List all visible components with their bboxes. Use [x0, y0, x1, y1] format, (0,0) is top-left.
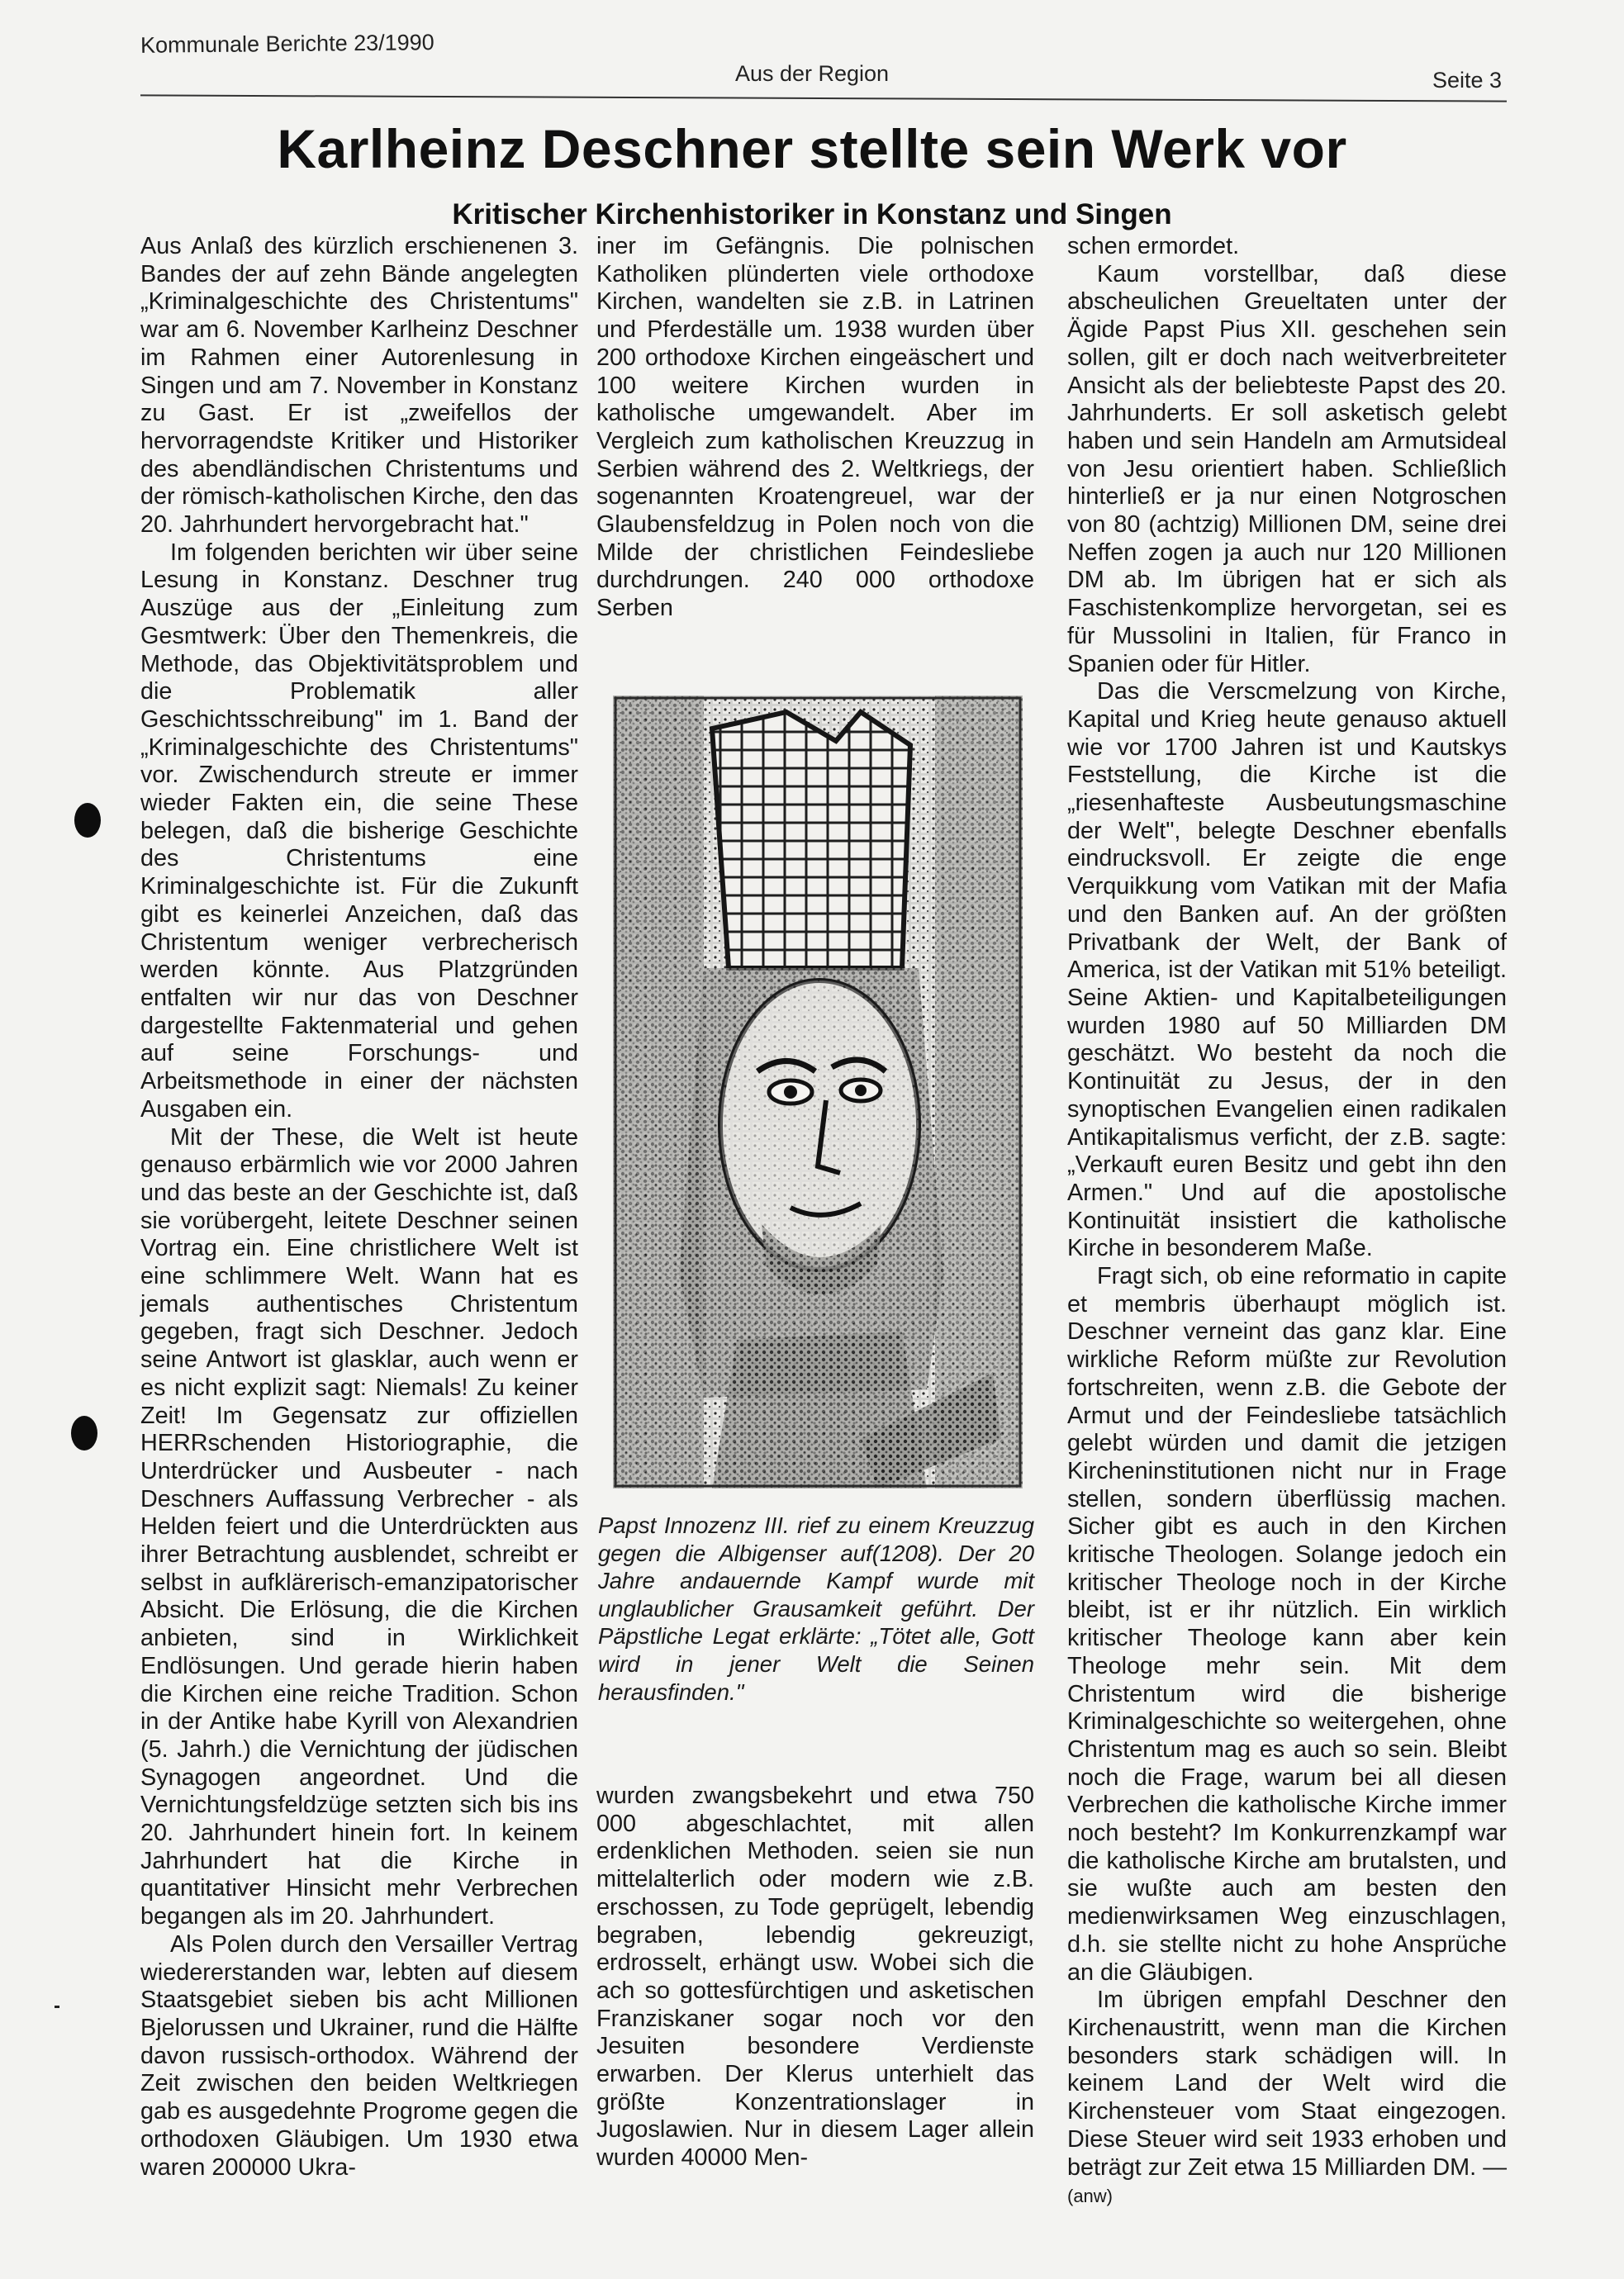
paragraph: Im folgenden berichten wir über seine Lesung in Konstanz. Deschner trug Auszüge aus der „Einleitung zum Gesmtwerk: Über den Themenkreis, die Methode, das Objektivitätsproblem und die Problematik aller Geschichtsschreibung" im 1. Band der „Kriminalgeschichte des Christentums" vor. Zwischendurch streute er immer wieder Fakten ein, die seine These belegen, daß die bisherige Geschichte des Christentums eine Kriminalgeschichte ist. Für die Zukunft gibt es keinerlei Anzeichen, daß das Christentum weniger verbrecherisch werden könnte. Aus Platzgründen entfalten wir nur das von Deschner dargestellte Faktenmaterial und gehen auf seine Forschungs- und Arbeitsmethode in einer der nächsten Ausgaben ein. — [140, 539, 578, 1123]
header-rule — [140, 94, 1507, 102]
article-headline: Karlheinz Deschner stellte sein Werk vor — [277, 118, 1347, 179]
paragraph: schen ermordet. — [1067, 233, 1240, 259]
paragraph: Mit der These, die Welt ist heute genauso erbärmlich wie vor 2000 Jahren und das beste an der Geschichte ist, daß sie vorübergeht, leitete Deschner seinen Vortrag ein. Eine christlichere Welt ist eine schlimmere Welt. Wann hat es jemals authentisches Christentum gegeben, fragt sich Deschner. Jedoch seine Antwort ist glasklar, auch wenn er es nicht explizit sagt: Niemals! Zu keiner Zeit! Im Gegensatz zur offiziellen HERRschenden Historiographie, die Unterdrücker und Ausbeuter - nach Deschners Auffassung Verbrecher - als Helden feiert und die Unterdrückten aus ihrer Betrachtung ausblendet, schreibt er selbst in aufklärerisch-emanzipatorischer Absicht. Die Erlösung, die die Kirchen anbieten, sind in Wirklichkeit Endlösungen. Und gerade hierin haben die Kirchen eine reiche Tradition. Schon in der Antike habe Kyrill von Alexandrien (5. Jahrh.) die Vernichtung der jüdischen Synagogen angeordnet. Und die Vernichtungsfeldzüge setzten sich bis ins 20. Jahrhundert hinein fort. In keinem Jahrhundert hat die Kirche in quantitativer Hinsicht mehr Verbrechen begangen als im 20. Jahrhundert. — [140, 1123, 578, 1930]
author-initials: (anw) — [1067, 2186, 1114, 2207]
article-column-1 — [140, 233, 578, 2182]
paragraph: Kaum vorstellbar, daß diese abscheulichen Greueltaten unter der Ägide Papst Pius XII. geschehen sein sollen, gilt er doch nach weitverbreiteter Ansicht als der beliebteste Papst des 20. Jahrhunderts. Er soll asketisch gelebt haben und sein Handeln am Armutsideal von Jesu orientiert haben. Schließlich hinterließ er ja nur einen Notgroschen von 80 (achtzig) Millionen DM, seine drei Neffen zogen ja auch nur 120 Millionen DM ab. Im übrigen hat er sich als Faschistenkomplize hervorgetan, sei es für Mussolini in Italien, für Franco in Spanien oder für Hitler. — [1067, 260, 1507, 677]
punch-hole — [71, 1416, 97, 1450]
margin-mark — [55, 2006, 59, 2008]
page-number: Seite 3 — [1432, 68, 1502, 93]
section-title: Aus der Region — [734, 61, 890, 86]
article-column-2-top — [596, 233, 1034, 623]
photo-caption: Papst Innozenz III. rief zu einem Kreuzzug gegen die Albigenser auf(1208). Der 20 Jahre andauernde Kampf wurde mit unglaublicher Grausamkeit geführt. Der Päpstliche Legat erklärte: „Tötet alle, Gott wird in jener Welt die Seinen herausfinden." — [598, 1512, 1034, 1705]
article-subheadline: Kritischer Kirchenhistoriker in Konstanz und Singen — [452, 198, 1172, 230]
punch-hole — [74, 803, 101, 838]
paragraph: wurden zwangsbekehrt und etwa 750 000 abgeschlachtet, mit allen erdenklichen Methoden. seien sie nun mittelalterlich oder modern wie z.B. erschossen, zu Tode geprügelt, lebendig begraben, lebendig gekreuzigt, erdrosselt, erhängt usw. Wobei sich die ach so gottesfürchtigen und asketischen Franziskaner sogar noch vor den Jesuiten besondere Verdienste erwarben. Der Klerus unterhielt das größte Konzentrationslager in Jugoslawien. Nur in diesem Lager allein wurden 40000 Men- — [596, 1783, 1034, 2172]
pope-mosaic-photo — [613, 696, 1023, 1488]
paragraph: Das die Verscmelzung von Kirche, Kapital und Krieg heute genauso aktuell wie vor 1700 Jahren ist und Kautskys Feststellung, die Kirche ist die „riesenhafteste Ausbeutungsmaschine der Welt", belegte Deschner ebenfalls eindrucksvoll. Er zeigte die enge Verquikkung vom Vatikan mit der Mafia und den Banken auf. An der größten Privatbank der Welt, der Bank of America, ist der Vatikan mit 51% beteiligt. Seine Aktien- und Kapitalbeteiligungen wurden 1980 auf 50 Milliarden DM geschätzt. Wo besteht da noch die Kontinuität zu Jesus, der in den synoptischen Evangelien einen radikalen Antikapitalismus verficht, der z.B. sagte: „Verkauft euren Besitz und gebt ihn den Armen." Und auf die apostolische Kontinuität insistiert die katholische Kirche in besonderem Maße. — [1067, 678, 1507, 1262]
paragraph: Fragt sich, ob eine reformatio in capite et membris überhaupt möglich ist. Deschner verneint das ganz klar. Eine wirkliche Reform müßte zur Revolution fortschreiten, wenn z.B. die Gebote der Armut und der Feindesliebe tatsächlich gelebt würden und damit die jetzigen Kircheninstitutionen nicht nur in Frage stellen, sondern überflüssig machen. Sicher gibt es auch in den Kirchen kritische Theologen. Solange jedoch ein kritischer Theologe noch in der Kirche bleibt, ist er ihr nützlich. Ein wirklich kritischer Theologe kann aber kein Theologe mehr sein. Mit dem Christentum wird die bisherige Kriminalgeschichte so weitergehen, ohne Christentum mag es auch so sein. Bleibt noch die Frage, warum bei all diesen Verbrechen die katholische Kirche immer noch besteht? Im Konkurrenzkampf war die katholische Kirche am brutalsten, und sie wußte auch am besten den medienwirksamen Weg einzuschlagen, d.h. sie stellte nicht zu hohe Ansprüche an die Gläubigen. — [1067, 1263, 1507, 1986]
paragraph-text: Im übrigen empfahl Deschner den Kirchenaustritt, wenn man die Kirchen besonders stark schädigen will. In keinem Land der Welt wird die Kirchensteuer vom Staat eingezogen. Diese Steuer wird seit 1933 erhoben und beträgt zur Zeit etwa 15 Milliarden DM. — — [1067, 1987, 1507, 2181]
publication-name: Kommunale Berichte 23/1990 — [140, 30, 434, 58]
article-column-2-bottom — [596, 1783, 1034, 2172]
last-paragraph — [1067, 1987, 1507, 2210]
article-column-3 — [1067, 233, 1507, 2210]
paragraph: iner im Gefängnis. Die polnischen Katholiken plünderten viele orthodoxe Kirchen, wandelten sie z.B. in Latrinen und Pferdeställe um. 1938 wurden über 200 orthodoxe Kirchen eingeäschert und 100 weitere Kirchen wurden in katholische umgewandelt. Aber im Vergleich zum katholischen Kreuzzug in Serbien während des 2. Weltkriegs, der sogenannten Kroatengreuel, war der Glaubensfeldzug in Polen noch von die Milde der christlichen Feindesliebe durchdrungen. 240 000 orthodoxe Serben — [596, 233, 1034, 622]
paragraph: Aus Anlaß des kürzlich erschienenen 3. Bandes der auf zehn Bände angelegten „Kriminalgeschichte des Christentums" war am 6. November Karlheinz Deschner im Rahmen einer Autorenlesung in Singen und am 7. November in Konstanz zu Gast. Er ist „zweifellos der hervorragendste Kritiker und Historiker des abendländischen Christentums und der römisch-katholischen Kirche, den das 20. Jahrhundert hervorgebracht hat." — [140, 233, 578, 539]
paragraph: Als Polen durch den Versailler Vertrag wiedererstanden war, lebten auf diesem Staatsgebiet sieben bis acht Millionen Bjelorussen und Ukrainer, rund die Hälfte davon russisch-orthodox. Während der Zeit zwischen den beiden Weltkriegen gab es ausgedehnte Progrome gegen die orthodoxen Gläubigen. Um 1930 etwa waren 200000 Ukra- — [140, 1930, 578, 2181]
